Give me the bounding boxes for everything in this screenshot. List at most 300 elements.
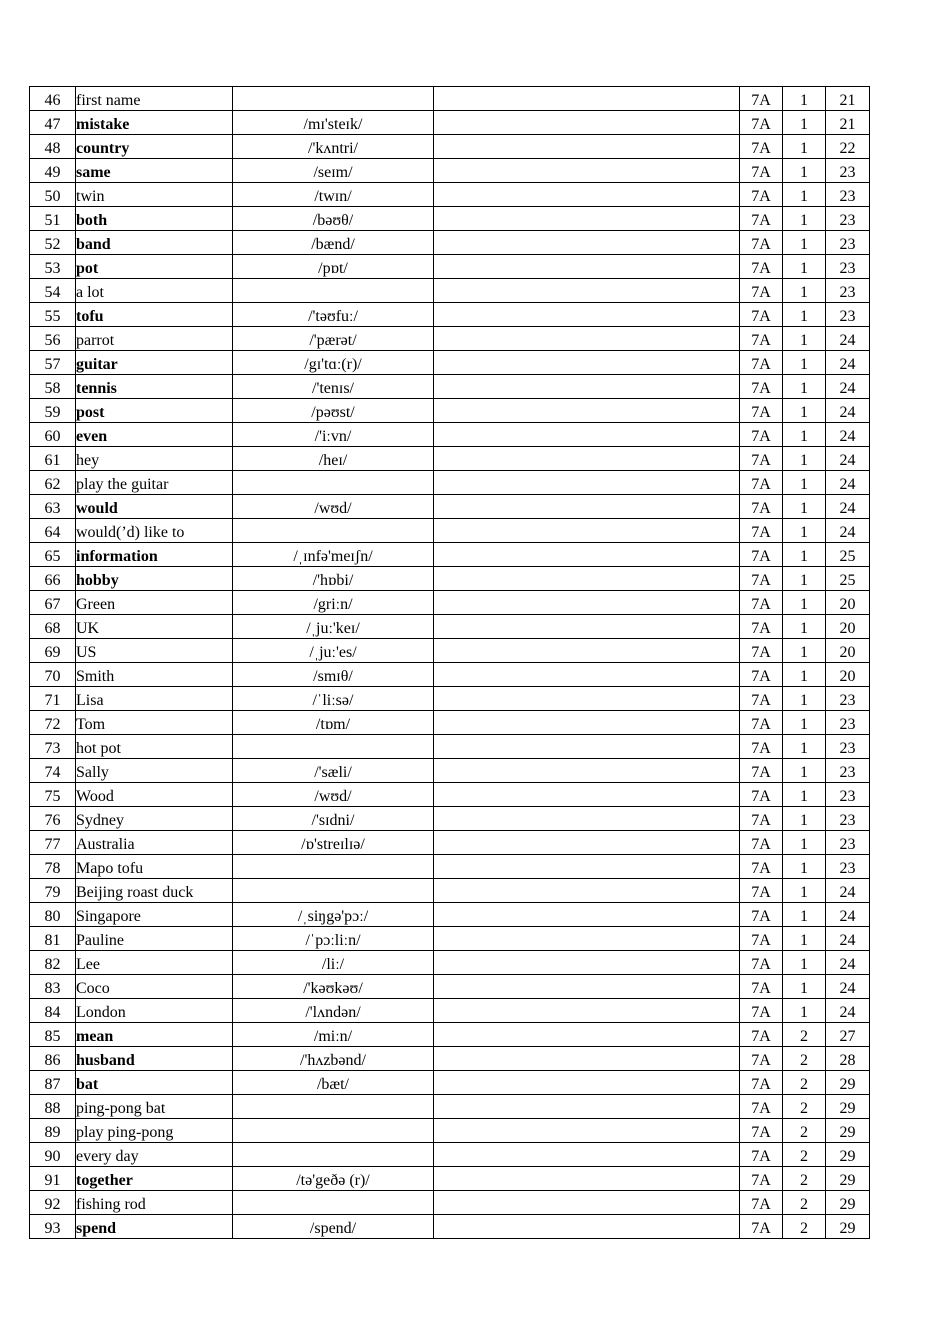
table-row (30, 1071, 870, 1095)
row-number: 56 (30, 327, 76, 351)
unit-number: 2 (783, 1023, 826, 1047)
vocab-word: country (76, 135, 233, 159)
row-number: 75 (30, 783, 76, 807)
row-number: 69 (30, 639, 76, 663)
phonetic-transcription: /pəʊst/ (233, 399, 434, 423)
vocab-word: Lee (76, 951, 233, 975)
meaning-cell (434, 1023, 740, 1047)
book-code: 7A (740, 1071, 783, 1095)
row-number: 86 (30, 1047, 76, 1071)
vocabulary-table (29, 86, 870, 1239)
table-row (30, 687, 870, 711)
unit-number: 1 (783, 303, 826, 327)
unit-number: 1 (783, 687, 826, 711)
vocab-word: Pauline (76, 927, 233, 951)
vocab-word: guitar (76, 351, 233, 375)
phonetic-transcription: /spend/ (233, 1215, 434, 1239)
meaning-cell (434, 927, 740, 951)
row-number: 47 (30, 111, 76, 135)
book-code: 7A (740, 663, 783, 687)
book-code: 7A (740, 87, 783, 111)
book-code: 7A (740, 951, 783, 975)
book-code: 7A (740, 1095, 783, 1119)
table-row (30, 567, 870, 591)
table-row (30, 447, 870, 471)
phonetic-transcription: /twɪn/ (233, 183, 434, 207)
phonetic-transcription: /ɒ'streɪlɪə/ (233, 831, 434, 855)
page-number: 25 (826, 543, 870, 567)
row-number: 51 (30, 207, 76, 231)
table-row (30, 639, 870, 663)
meaning-cell (434, 255, 740, 279)
table-row (30, 423, 870, 447)
unit-number: 1 (783, 87, 826, 111)
meaning-cell (434, 1215, 740, 1239)
meaning-cell (434, 807, 740, 831)
meaning-cell (434, 1071, 740, 1095)
phonetic-transcription: /'hɒbi/ (233, 567, 434, 591)
table-row (30, 711, 870, 735)
vocab-word: Lisa (76, 687, 233, 711)
row-number: 93 (30, 1215, 76, 1239)
table-row (30, 111, 870, 135)
row-number: 67 (30, 591, 76, 615)
page-number: 23 (826, 711, 870, 735)
meaning-cell (434, 111, 740, 135)
phonetic-transcription: /seɪm/ (233, 159, 434, 183)
unit-number: 1 (783, 663, 826, 687)
vocab-word: tofu (76, 303, 233, 327)
meaning-cell (434, 1167, 740, 1191)
unit-number: 1 (783, 615, 826, 639)
book-code: 7A (740, 735, 783, 759)
vocab-word: play the guitar (76, 471, 233, 495)
vocab-word: band (76, 231, 233, 255)
page-number: 21 (826, 87, 870, 111)
page-number: 24 (826, 951, 870, 975)
unit-number: 1 (783, 519, 826, 543)
book-code: 7A (740, 183, 783, 207)
meaning-cell (434, 423, 740, 447)
row-number: 58 (30, 375, 76, 399)
row-number: 90 (30, 1143, 76, 1167)
phonetic-transcription (233, 279, 434, 303)
meaning-cell (434, 327, 740, 351)
unit-number: 1 (783, 183, 826, 207)
book-code: 7A (740, 279, 783, 303)
page-number: 29 (826, 1215, 870, 1239)
page-number: 21 (826, 111, 870, 135)
unit-number: 1 (783, 639, 826, 663)
page-number: 24 (826, 903, 870, 927)
meaning-cell (434, 471, 740, 495)
book-code: 7A (740, 1143, 783, 1167)
phonetic-transcription (233, 1095, 434, 1119)
table-row (30, 831, 870, 855)
page-number: 23 (826, 159, 870, 183)
unit-number: 1 (783, 975, 826, 999)
unit-number: 1 (783, 543, 826, 567)
row-number: 62 (30, 471, 76, 495)
page-number: 29 (826, 1095, 870, 1119)
phonetic-transcription: /liː/ (233, 951, 434, 975)
vocabulary-table-body (30, 87, 870, 1239)
unit-number: 1 (783, 111, 826, 135)
row-number: 87 (30, 1071, 76, 1095)
table-row (30, 183, 870, 207)
vocab-word: UK (76, 615, 233, 639)
phonetic-transcription: /'təʊfuː/ (233, 303, 434, 327)
table-row (30, 375, 870, 399)
page-number: 24 (826, 351, 870, 375)
vocab-word: post (76, 399, 233, 423)
phonetic-transcription (233, 1191, 434, 1215)
phonetic-transcription (233, 1119, 434, 1143)
phonetic-transcription: /bæt/ (233, 1071, 434, 1095)
unit-number: 2 (783, 1143, 826, 1167)
unit-number: 1 (783, 999, 826, 1023)
unit-number: 1 (783, 159, 826, 183)
table-row (30, 1119, 870, 1143)
vocab-word: every day (76, 1143, 233, 1167)
unit-number: 1 (783, 495, 826, 519)
vocab-word: play ping-pong (76, 1119, 233, 1143)
phonetic-transcription: /bəʊθ/ (233, 207, 434, 231)
row-number: 70 (30, 663, 76, 687)
row-number: 73 (30, 735, 76, 759)
page-number: 24 (826, 423, 870, 447)
vocab-word: spend (76, 1215, 233, 1239)
row-number: 59 (30, 399, 76, 423)
book-code: 7A (740, 327, 783, 351)
phonetic-transcription: /mɪ'steɪk/ (233, 111, 434, 135)
page-number: 23 (826, 255, 870, 279)
phonetic-transcription (233, 735, 434, 759)
table-row (30, 1167, 870, 1191)
page-number: 24 (826, 975, 870, 999)
row-number: 52 (30, 231, 76, 255)
table-row (30, 351, 870, 375)
book-code: 7A (740, 423, 783, 447)
vocab-word: pot (76, 255, 233, 279)
page-number: 24 (826, 999, 870, 1023)
vocab-word: Green (76, 591, 233, 615)
meaning-cell (434, 1095, 740, 1119)
unit-number: 1 (783, 375, 826, 399)
vocab-word: would(’d) like to (76, 519, 233, 543)
phonetic-transcription: /'sɪdni/ (233, 807, 434, 831)
table-row (30, 1095, 870, 1119)
phonetic-transcription: /'lʌndən/ (233, 999, 434, 1023)
row-number: 84 (30, 999, 76, 1023)
book-code: 7A (740, 207, 783, 231)
book-code: 7A (740, 639, 783, 663)
table-row (30, 255, 870, 279)
vocab-word: Australia (76, 831, 233, 855)
phonetic-transcription: /pɒt/ (233, 255, 434, 279)
vocab-word: hobby (76, 567, 233, 591)
unit-number: 1 (783, 807, 826, 831)
phonetic-transcription: /'tenɪs/ (233, 375, 434, 399)
vocab-word: Coco (76, 975, 233, 999)
phonetic-transcription (233, 87, 434, 111)
page-number: 24 (826, 879, 870, 903)
meaning-cell (434, 591, 740, 615)
book-code: 7A (740, 975, 783, 999)
unit-number: 1 (783, 831, 826, 855)
book-code: 7A (740, 831, 783, 855)
vocab-word: mistake (76, 111, 233, 135)
vocab-word: together (76, 1167, 233, 1191)
row-number: 54 (30, 279, 76, 303)
meaning-cell (434, 639, 740, 663)
page-number: 20 (826, 615, 870, 639)
page-number: 29 (826, 1071, 870, 1095)
table-row (30, 807, 870, 831)
table-row (30, 159, 870, 183)
phonetic-transcription (233, 1143, 434, 1167)
vocab-word: Smith (76, 663, 233, 687)
row-number: 57 (30, 351, 76, 375)
book-code: 7A (740, 879, 783, 903)
phonetic-transcription: /tɒm/ (233, 711, 434, 735)
table-row (30, 303, 870, 327)
book-code: 7A (740, 159, 783, 183)
page-number: 23 (826, 231, 870, 255)
vocab-word: Mapo tofu (76, 855, 233, 879)
row-number: 88 (30, 1095, 76, 1119)
book-code: 7A (740, 1167, 783, 1191)
table-row (30, 615, 870, 639)
row-number: 83 (30, 975, 76, 999)
vocab-word: hot pot (76, 735, 233, 759)
unit-number: 1 (783, 951, 826, 975)
vocab-word: Tom (76, 711, 233, 735)
table-row (30, 1023, 870, 1047)
row-number: 61 (30, 447, 76, 471)
page-number: 25 (826, 567, 870, 591)
row-number: 46 (30, 87, 76, 111)
table-row (30, 999, 870, 1023)
meaning-cell (434, 711, 740, 735)
vocab-word: first name (76, 87, 233, 111)
table-row (30, 879, 870, 903)
row-number: 85 (30, 1023, 76, 1047)
table-row (30, 87, 870, 111)
phonetic-transcription: /wʊd/ (233, 783, 434, 807)
meaning-cell (434, 975, 740, 999)
meaning-cell (434, 1119, 740, 1143)
table-row (30, 399, 870, 423)
book-code: 7A (740, 807, 783, 831)
unit-number: 2 (783, 1095, 826, 1119)
page-number: 29 (826, 1191, 870, 1215)
book-code: 7A (740, 543, 783, 567)
book-code: 7A (740, 687, 783, 711)
row-number: 76 (30, 807, 76, 831)
unit-number: 1 (783, 711, 826, 735)
table-row (30, 543, 870, 567)
vocab-word: mean (76, 1023, 233, 1047)
book-code: 7A (740, 447, 783, 471)
meaning-cell (434, 735, 740, 759)
table-row (30, 927, 870, 951)
vocab-word: Beijing roast duck (76, 879, 233, 903)
row-number: 78 (30, 855, 76, 879)
meaning-cell (434, 135, 740, 159)
page-number: 23 (826, 783, 870, 807)
vocab-word: Singapore (76, 903, 233, 927)
unit-number: 1 (783, 447, 826, 471)
page-number: 23 (826, 303, 870, 327)
meaning-cell (434, 903, 740, 927)
page-number: 29 (826, 1143, 870, 1167)
page-number: 23 (826, 183, 870, 207)
book-code: 7A (740, 783, 783, 807)
phonetic-transcription: /ˌsiŋgə'pɔː/ (233, 903, 434, 927)
book-code: 7A (740, 927, 783, 951)
phonetic-transcription: /gɪ'tɑː(r)/ (233, 351, 434, 375)
phonetic-transcription: /miːn/ (233, 1023, 434, 1047)
phonetic-transcription (233, 519, 434, 543)
meaning-cell (434, 495, 740, 519)
phonetic-transcription: /ˌjuː'es/ (233, 639, 434, 663)
page-number: 24 (826, 399, 870, 423)
vocab-word: ping-pong bat (76, 1095, 233, 1119)
book-code: 7A (740, 759, 783, 783)
phonetic-transcription: /'sæli/ (233, 759, 434, 783)
book-code: 7A (740, 615, 783, 639)
table-row (30, 471, 870, 495)
phonetic-transcription: /ˌjuː'keɪ/ (233, 615, 434, 639)
meaning-cell (434, 1143, 740, 1167)
table-row (30, 735, 870, 759)
page-number: 29 (826, 1167, 870, 1191)
meaning-cell (434, 87, 740, 111)
meaning-cell (434, 1191, 740, 1215)
vocab-word: would (76, 495, 233, 519)
unit-number: 1 (783, 207, 826, 231)
vocab-word: husband (76, 1047, 233, 1071)
row-number: 74 (30, 759, 76, 783)
unit-number: 1 (783, 783, 826, 807)
table-row (30, 783, 870, 807)
book-code: 7A (740, 591, 783, 615)
page-number: 23 (826, 759, 870, 783)
phonetic-transcription (233, 471, 434, 495)
vocab-word: fishing rod (76, 1191, 233, 1215)
vocab-word: London (76, 999, 233, 1023)
phonetic-transcription: /ˌɪnfə'meɪʃn/ (233, 543, 434, 567)
row-number: 60 (30, 423, 76, 447)
row-number: 79 (30, 879, 76, 903)
book-code: 7A (740, 1119, 783, 1143)
row-number: 91 (30, 1167, 76, 1191)
row-number: 89 (30, 1119, 76, 1143)
table-row (30, 231, 870, 255)
meaning-cell (434, 183, 740, 207)
vocab-word: same (76, 159, 233, 183)
row-number: 48 (30, 135, 76, 159)
phonetic-transcription: /'kəʊkəʊ/ (233, 975, 434, 999)
unit-number: 1 (783, 327, 826, 351)
table-row (30, 903, 870, 927)
meaning-cell (434, 519, 740, 543)
unit-number: 1 (783, 279, 826, 303)
row-number: 71 (30, 687, 76, 711)
unit-number: 1 (783, 231, 826, 255)
meaning-cell (434, 615, 740, 639)
unit-number: 1 (783, 879, 826, 903)
unit-number: 1 (783, 351, 826, 375)
unit-number: 2 (783, 1215, 826, 1239)
page-number: 23 (826, 831, 870, 855)
phonetic-transcription: /'hʌzbənd/ (233, 1047, 434, 1071)
vocab-word: twin (76, 183, 233, 207)
row-number: 49 (30, 159, 76, 183)
table-row (30, 1143, 870, 1167)
unit-number: 2 (783, 1047, 826, 1071)
book-code: 7A (740, 855, 783, 879)
book-code: 7A (740, 111, 783, 135)
meaning-cell (434, 951, 740, 975)
meaning-cell (434, 399, 740, 423)
page-number: 24 (826, 519, 870, 543)
table-row (30, 1047, 870, 1071)
page-number: 24 (826, 327, 870, 351)
row-number: 82 (30, 951, 76, 975)
unit-number: 1 (783, 255, 826, 279)
phonetic-transcription (233, 879, 434, 903)
unit-number: 1 (783, 135, 826, 159)
page-number: 27 (826, 1023, 870, 1047)
table-row (30, 855, 870, 879)
phonetic-transcription (233, 855, 434, 879)
meaning-cell (434, 567, 740, 591)
meaning-cell (434, 447, 740, 471)
row-number: 92 (30, 1191, 76, 1215)
book-code: 7A (740, 1215, 783, 1239)
row-number: 53 (30, 255, 76, 279)
vocab-word: both (76, 207, 233, 231)
phonetic-transcription: /wʊd/ (233, 495, 434, 519)
vocab-word: Sally (76, 759, 233, 783)
unit-number: 1 (783, 735, 826, 759)
unit-number: 1 (783, 759, 826, 783)
table-row (30, 759, 870, 783)
page-number: 20 (826, 663, 870, 687)
phonetic-transcription: /heɪ/ (233, 447, 434, 471)
vocab-word: US (76, 639, 233, 663)
meaning-cell (434, 351, 740, 375)
vocab-word: information (76, 543, 233, 567)
book-code: 7A (740, 999, 783, 1023)
book-code: 7A (740, 231, 783, 255)
phonetic-transcription: /griːn/ (233, 591, 434, 615)
unit-number: 1 (783, 591, 826, 615)
row-number: 63 (30, 495, 76, 519)
meaning-cell (434, 303, 740, 327)
unit-number: 2 (783, 1071, 826, 1095)
unit-number: 2 (783, 1119, 826, 1143)
book-code: 7A (740, 135, 783, 159)
table-row (30, 975, 870, 999)
page-number: 24 (826, 471, 870, 495)
table-row (30, 663, 870, 687)
unit-number: 1 (783, 567, 826, 591)
phonetic-transcription: /ˈliːsə/ (233, 687, 434, 711)
book-code: 7A (740, 1191, 783, 1215)
